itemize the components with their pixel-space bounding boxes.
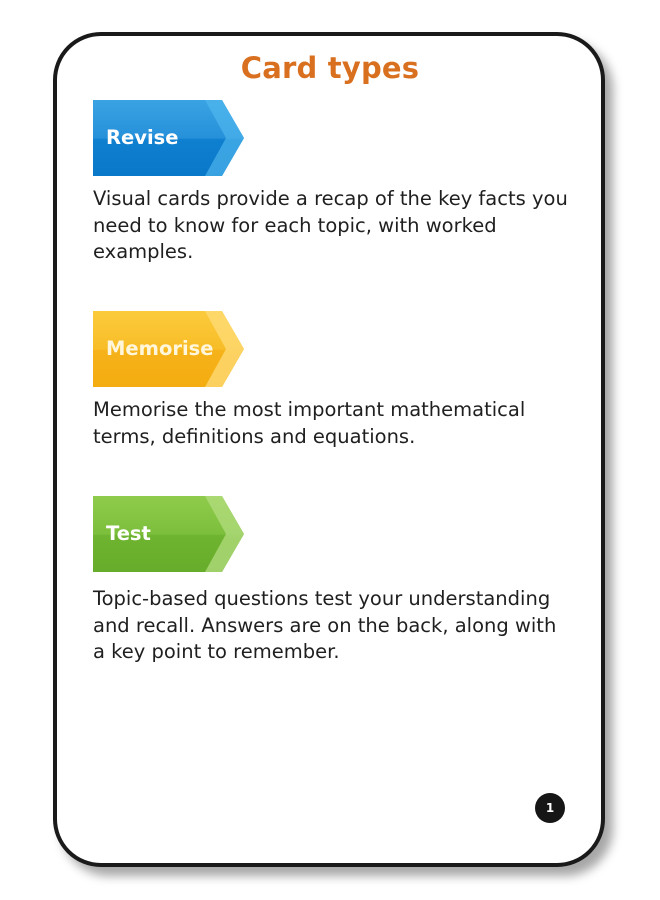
test-label: Test <box>106 522 151 545</box>
memorise-banner <box>93 311 244 387</box>
revise-description: Visual cards provide a recap of the key facts you need to know for each topic, with worked examples. <box>93 187 568 263</box>
page-number-badge: 1 <box>535 793 565 823</box>
test-description: Topic-based questions test your understanding and recall. Answers are on the back, along with a key point to remember. <box>93 587 557 663</box>
revise-banner <box>93 100 244 176</box>
page-title: Card types <box>240 51 420 85</box>
revise-label: Revise <box>106 126 179 149</box>
test-banner <box>93 496 244 572</box>
memorise-description: Memorise the most important mathematical terms, definitions and equations. <box>93 398 526 448</box>
memorise-label: Memorise <box>106 337 214 360</box>
